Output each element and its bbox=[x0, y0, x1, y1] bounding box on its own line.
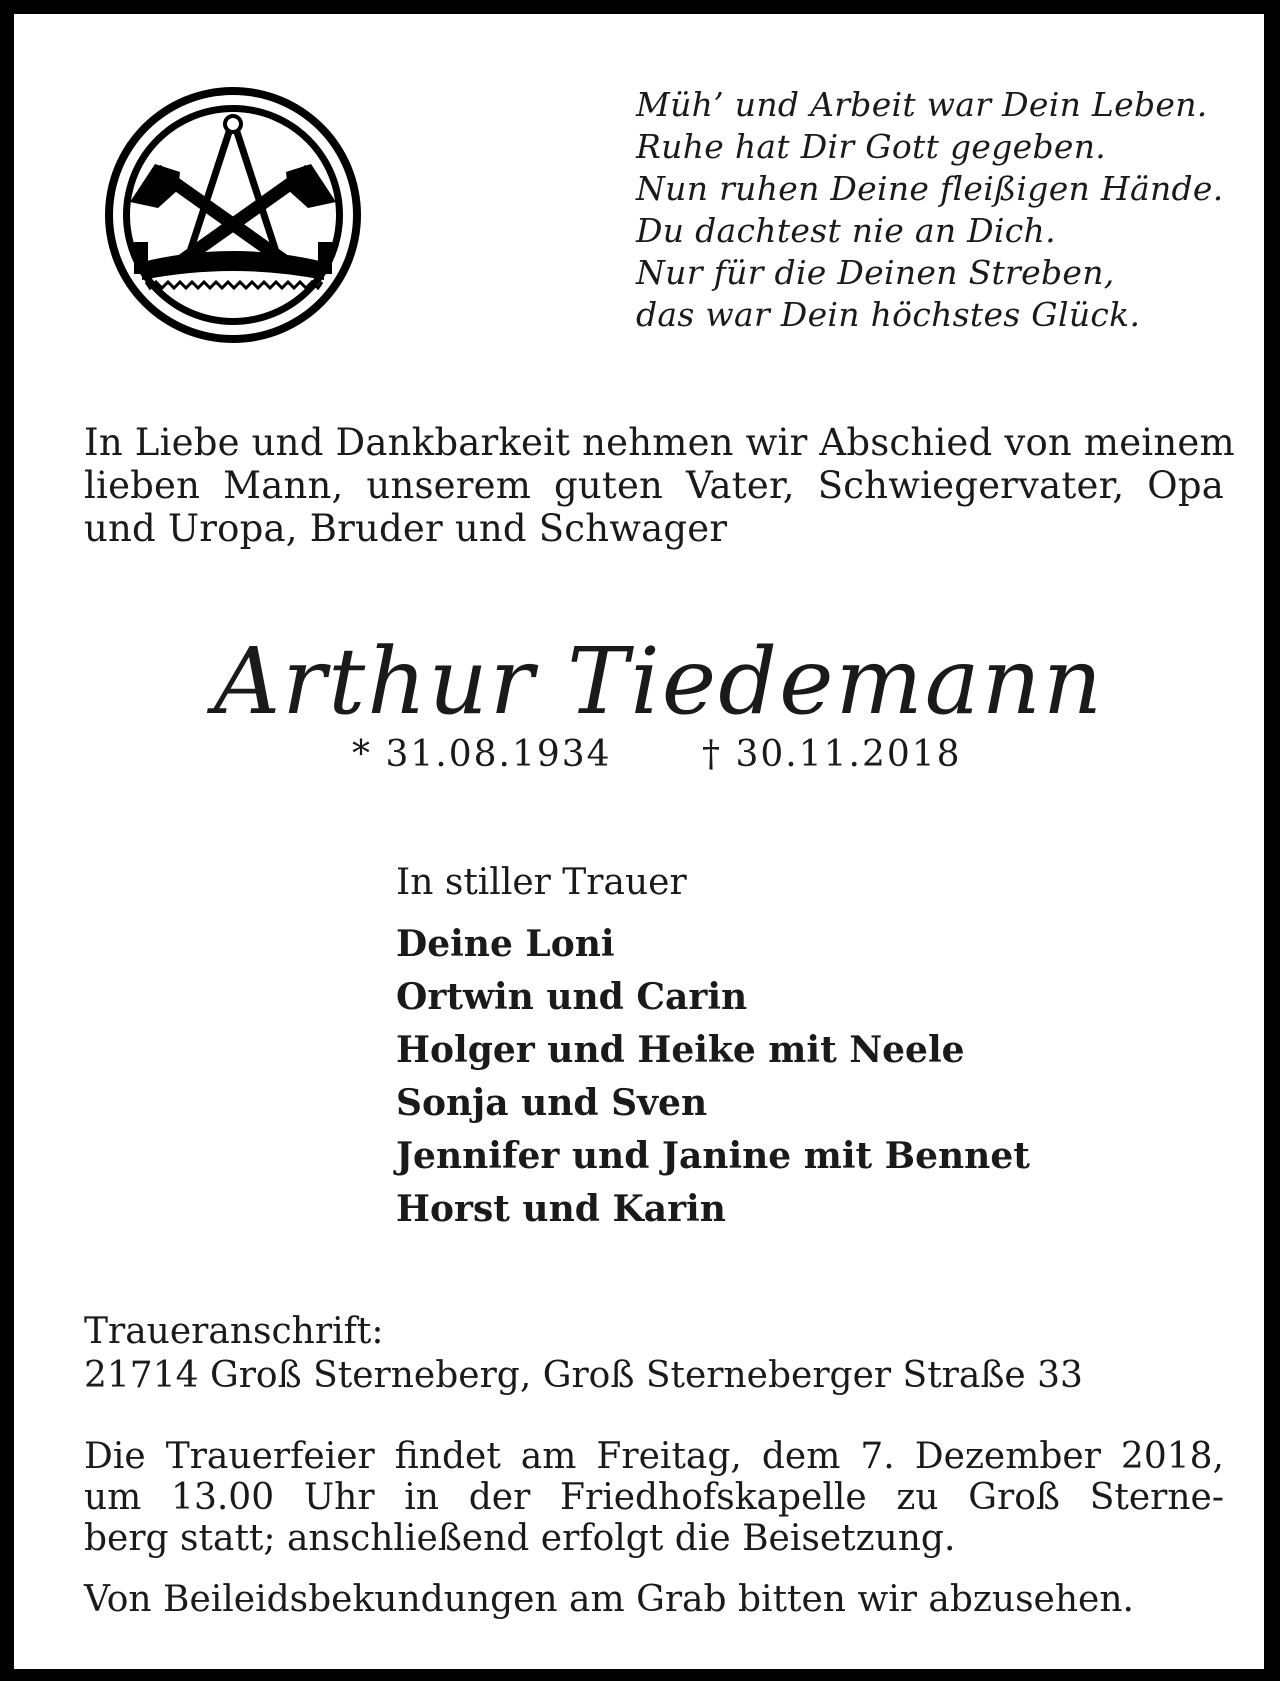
address-line: 21714 Groß Sterneberg, Groß Sterneberger Straße 33 bbox=[84, 1355, 1083, 1396]
birth-date: * 31.08.1934 bbox=[352, 734, 612, 775]
family-member: Horst und Karin bbox=[396, 1188, 726, 1230]
ceremony-line: Die Trauerfeier findet am Freitag, dem 7. Dezember 2018, bbox=[84, 1436, 1224, 1477]
intro-line: lieben Mann, unserem guten Vater, Schwiegervater, Opa bbox=[84, 464, 1224, 507]
condolence-note: Von Beileidsbekundungen am Grab bitten wir abzusehen. bbox=[84, 1579, 1134, 1620]
poem-line: Du dachtest nie an Dich. bbox=[636, 211, 1056, 250]
family-list bbox=[396, 918, 1030, 1236]
mourning-address bbox=[84, 1310, 1083, 1398]
address-label: Traueranschrift: bbox=[84, 1311, 384, 1352]
intro-line: und Uropa, Bruder und Schwager bbox=[84, 507, 728, 550]
intro-text bbox=[84, 421, 1235, 550]
poem-line: Nur für die Deinen Streben, bbox=[636, 253, 1115, 292]
ceremony-info bbox=[84, 1436, 1224, 1559]
poem-line: Müh’ und Arbeit war Dein Leben. bbox=[636, 85, 1208, 124]
death-date: † 30.11.2018 bbox=[702, 734, 962, 775]
family-member: Sonja und Sven bbox=[396, 1082, 708, 1124]
poem-line: das war Dein höchstes Glück. bbox=[636, 295, 1141, 334]
family-member: Deine Loni bbox=[396, 923, 615, 965]
ceremony-line: berg statt; anschließend erfolgt die Beisetzung. bbox=[84, 1518, 956, 1559]
deceased-name: Arthur Tiedemann bbox=[213, 628, 1105, 735]
mourning-label: In stiller Trauer bbox=[396, 862, 687, 903]
carpenter-guild-emblem-icon bbox=[100, 82, 366, 348]
poem-line: Nun ruhen Deine fleißigen Hände. bbox=[636, 169, 1224, 208]
ceremony-line: um 13.00 Uhr in der Friedhofskapelle zu Groß Sterne- bbox=[84, 1477, 1224, 1518]
poem bbox=[636, 84, 1224, 336]
family-member: Holger und Heike mit Neele bbox=[396, 1029, 965, 1071]
family-member: Ortwin und Carin bbox=[396, 976, 748, 1018]
family-member: Jennifer und Janine mit Bennet bbox=[396, 1135, 1030, 1177]
poem-line: Ruhe hat Dir Gott gegeben. bbox=[636, 127, 1107, 166]
intro-line: In Liebe und Dankbarkeit nehmen wir Abschied von meinem bbox=[84, 421, 1235, 464]
